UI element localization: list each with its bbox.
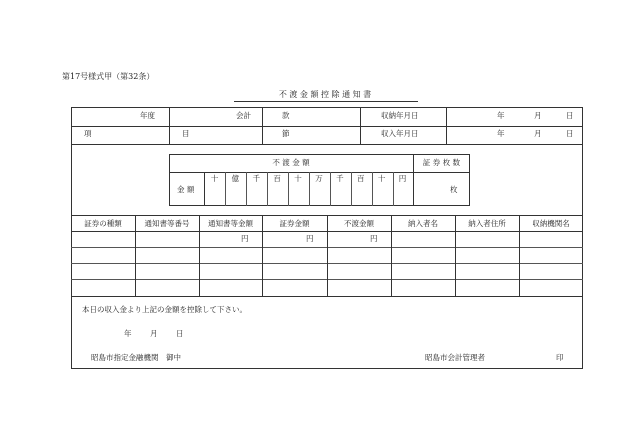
- header-cert-amount: 証券金額: [279, 219, 310, 228]
- dishonored-amount-yen: 円: [370, 234, 378, 243]
- row-divider-1: [169, 107, 170, 144]
- fiscal-year-label: 年度: [140, 111, 155, 120]
- seal-mark: 印: [556, 353, 564, 362]
- digit-label: 百: [273, 174, 281, 183]
- income-year-label: 年: [497, 129, 505, 138]
- digit-label: 万: [315, 174, 323, 183]
- form-number: 第17号様式甲（第32条）: [62, 72, 155, 81]
- receipt-year-label: 年: [497, 111, 505, 120]
- digit-label: 千: [252, 174, 260, 183]
- digit-label: 十: [210, 174, 219, 183]
- deduction-notice: 本日の収入金より上記の金額を控除して下さい。: [82, 305, 247, 314]
- income-day-label: 日: [566, 129, 574, 138]
- title-underline: [234, 101, 418, 102]
- row-divider-4: [446, 107, 447, 144]
- header-payer-address: 納入者住所: [468, 219, 506, 228]
- footer-day-label: 日: [176, 329, 184, 338]
- cert-count-heading: 証 券 枚 数: [422, 158, 461, 167]
- header-receiving-institution: 収納機関名: [532, 219, 570, 228]
- form-title: 不 渡 金 額 控 除 通 知 書: [278, 90, 372, 99]
- sender: 昭島市会計管理者: [425, 353, 485, 362]
- row-divider-2: [262, 107, 263, 144]
- header-payer-name: 納入者名: [408, 219, 438, 228]
- digit-label: 十: [377, 174, 386, 183]
- subitem-label: 目: [182, 129, 190, 138]
- account-label: 会計: [236, 111, 251, 120]
- digit-label: 百: [356, 174, 365, 183]
- receipt-date-label: 収納年月日: [381, 111, 419, 120]
- header-notice-amount: 通知書等金額: [208, 219, 253, 228]
- table-bottom-line: [71, 296, 583, 297]
- digit-label: 千: [336, 174, 344, 183]
- footer-year-label: 年: [124, 329, 132, 338]
- notice-amount-yen: 円: [241, 234, 249, 243]
- amount-label: 金 額: [177, 185, 195, 194]
- header-notice-number: 通知書等番号: [144, 219, 190, 228]
- section-label: 款: [282, 111, 290, 120]
- digit-label: 十: [294, 174, 302, 183]
- row-divider-3: [360, 107, 361, 144]
- cert-amount-yen: 円: [306, 234, 314, 243]
- row2-bottom-line: [71, 144, 583, 145]
- income-month-label: 月: [534, 129, 542, 138]
- header-dishonored-amount: 不渡金額: [344, 219, 374, 228]
- receipt-day-label: 日: [566, 111, 574, 120]
- digit-label: 円: [398, 174, 407, 183]
- amount-box-heading-line: [169, 172, 470, 173]
- row1-bottom-line: [71, 126, 583, 127]
- receipt-month-label: 月: [534, 111, 542, 120]
- income-date-label: 収入年月日: [381, 129, 419, 138]
- digit-label: 億: [231, 174, 240, 183]
- addressee: 昭島市指定金融機関 御中: [91, 353, 181, 362]
- header-cert-type: 証券の種類: [84, 219, 122, 228]
- category-label: 節: [282, 129, 290, 138]
- footer-month-label: 月: [150, 329, 158, 338]
- item-label: 項: [84, 129, 92, 138]
- cert-count-unit: 枚: [450, 185, 458, 194]
- amount-heading: 不 渡 金 額: [272, 158, 310, 167]
